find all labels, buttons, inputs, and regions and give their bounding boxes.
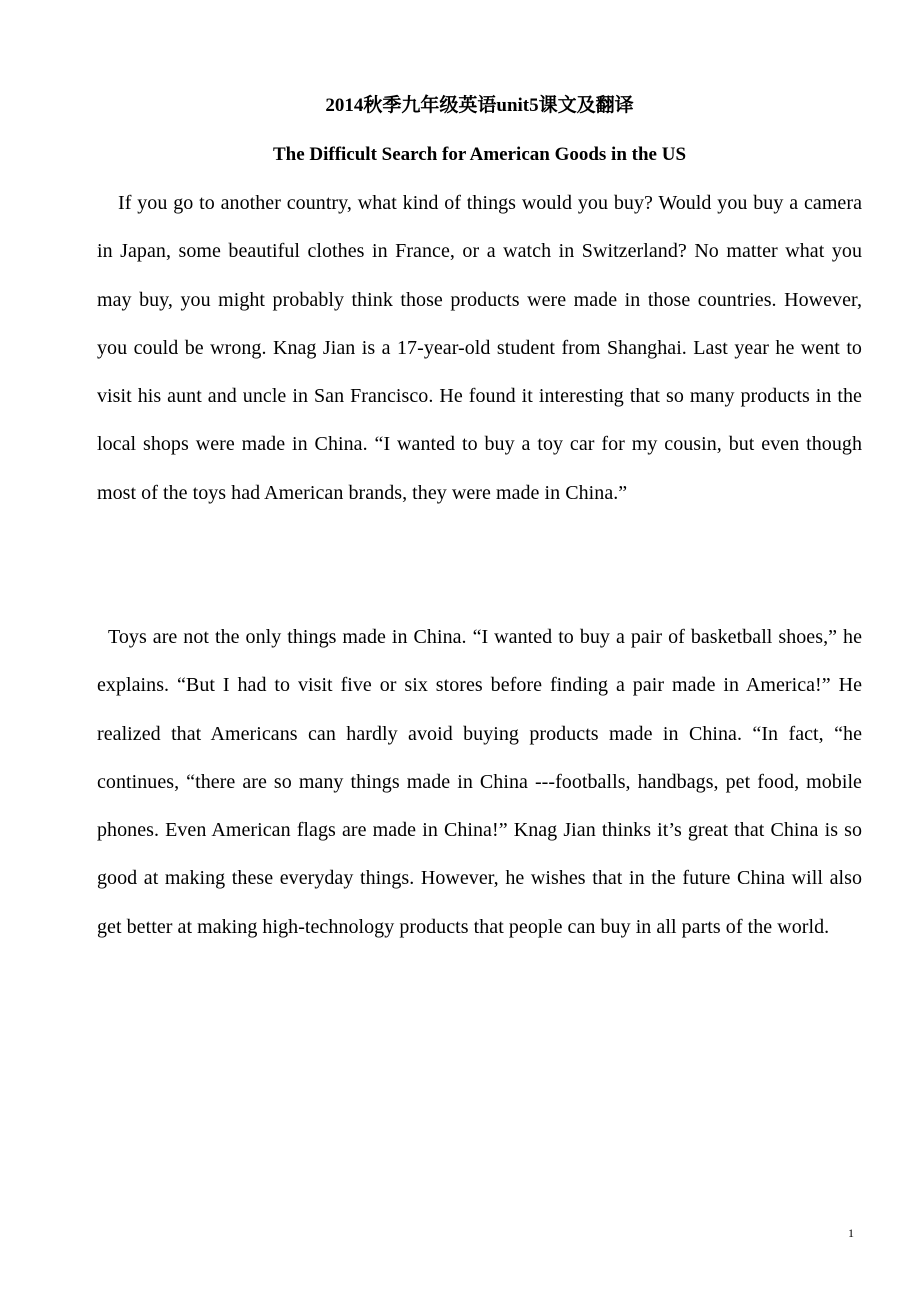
- body-paragraph-1: If you go to another country, what kind of things would you buy? Would you buy a camera in Japan, some beautiful clothes in France, or a watch in Switzerland? No matter what you may buy, you might probably think those products were made in those countries. However, you could be wrong. Knag Jian is a 17-year-old student from Shanghai. Last year he went to visit his aunt and uncle in San Francisco. He found it interesting that so many products in the local shops were made in China. “I wanted to buy a toy car for my cousin, but even though most of the toys had American brands, they were made in China.”: [97, 192, 862, 504]
- document-subtitle: The Difficult Search for American Goods in the US: [272, 144, 687, 165]
- document-title: 2014秋季九年级英语unit5课文及翻译: [325, 95, 634, 116]
- body-paragraph-2: Toys are not the only things made in China. “I wanted to buy a pair of basketball shoes,” he explains. “But I had to visit five or six stores before finding a pair made in America!” He realized that Americans can hardly avoid buying products made in China. “In fact, “he continues, “there are so many things made in China ---footballs, handbags, pet food, mobile phones. Even American flags are made in China!” Knag Jian thinks it’s great that China is so good at making these everyday things. However, he wishes that in the future China will also get better at making high-technology products that people can buy in all parts of the world.: [97, 626, 862, 938]
- page-number: 1: [848, 1226, 854, 1240]
